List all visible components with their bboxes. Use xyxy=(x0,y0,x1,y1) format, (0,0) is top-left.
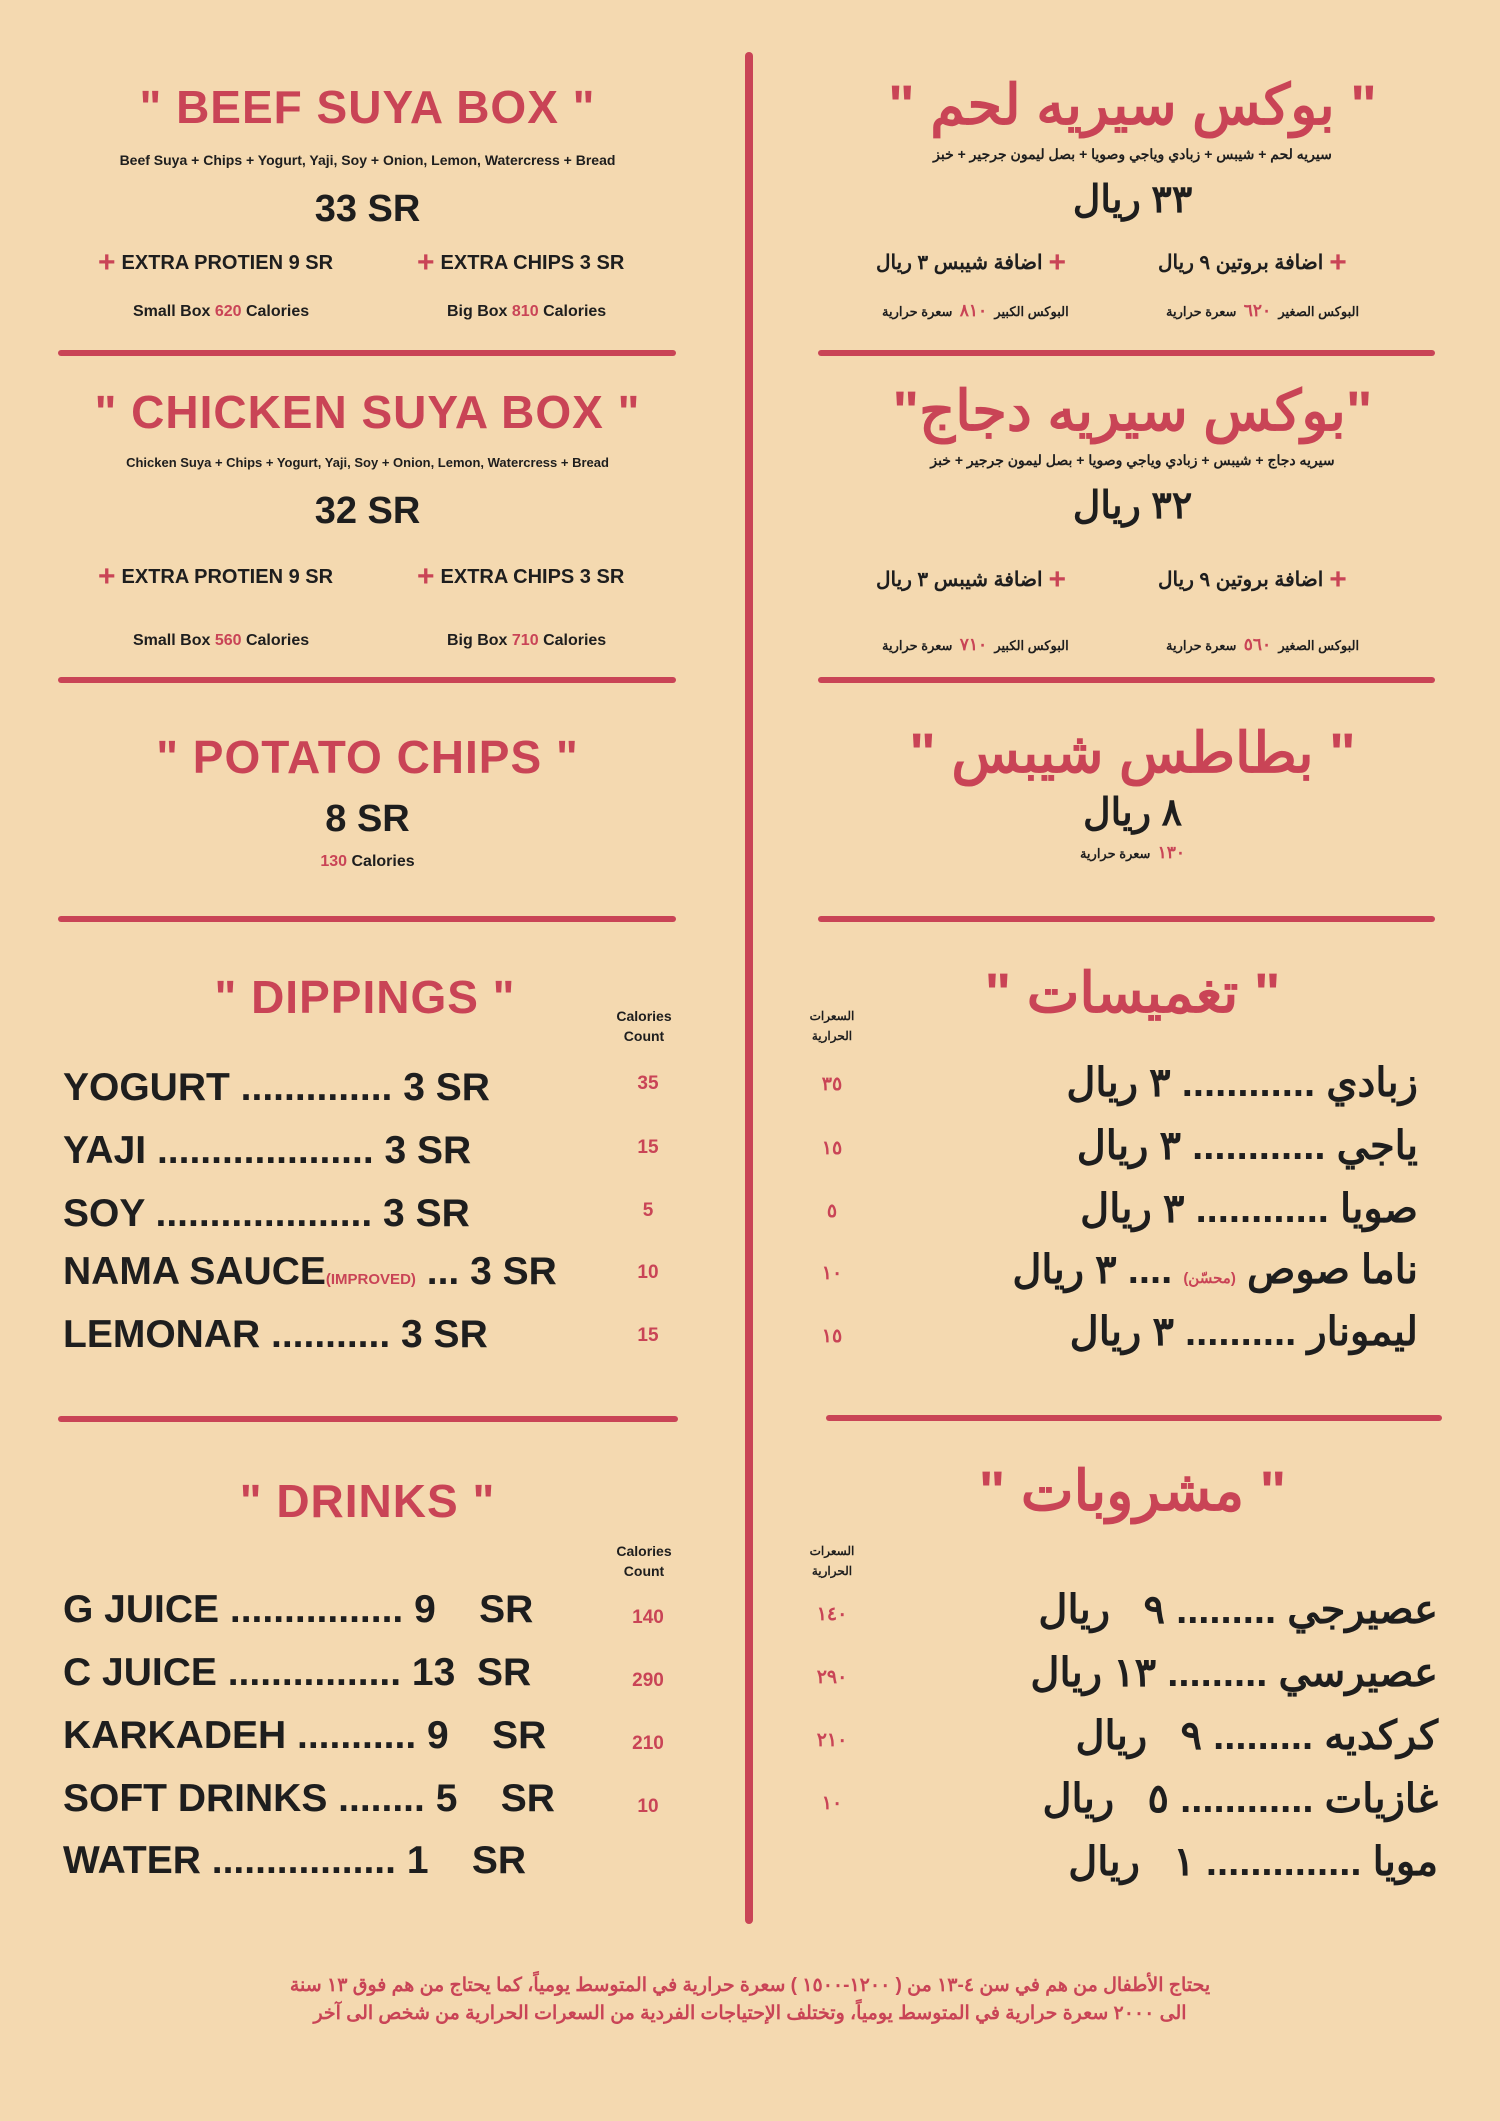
dippings-header xyxy=(60,970,670,1024)
chips-title: " POTATO CHIPS " xyxy=(156,731,579,783)
list-item: ناما صوص (محسّن) .... ٣ ريال xyxy=(1012,1248,1418,1292)
divider xyxy=(818,677,1435,683)
drinks-cal-header-ar: السعرات الحرارية xyxy=(809,1544,855,1578)
plus-icon: + xyxy=(1329,246,1347,279)
list-item: SOFT DRINKS ........ 5 SR xyxy=(63,1777,555,1820)
drinks-header xyxy=(60,1474,675,1528)
chips-price-ar: ٨ ريال xyxy=(1082,792,1183,834)
beef-big-cal: Big Box 810 Calories xyxy=(447,303,607,320)
beef-price: 33 SR xyxy=(314,188,421,230)
chicken-section xyxy=(60,385,675,533)
beef-small-cal: Small Box 620 Calories xyxy=(133,303,310,320)
chicken-extra-protein-ar: +اضافة بروتين ٩ ريال xyxy=(1158,563,1347,596)
plus-icon: + xyxy=(417,246,435,279)
list-item: YOGURT .............. 3 SR xyxy=(63,1066,490,1109)
list-item: ليمونار .......... ٣ ريال xyxy=(1069,1310,1418,1354)
plus-icon: + xyxy=(1048,563,1067,596)
beef-extra-protein: + EXTRA PROTIEN 9 SR xyxy=(98,246,334,279)
footer-note-line2: الى ٢٠٠٠ سعرة حرارية في المتوسط يومياً، وتختلف الإحتياجات الفردية من السعرات الحرارية من شخص الى آخر xyxy=(313,2003,1187,2024)
plus-icon: + xyxy=(1329,563,1347,596)
dippings-title-ar: " تغميسات " xyxy=(984,961,1281,1024)
beef-price-ar: ٣٣ ريال xyxy=(1072,179,1193,221)
drinks-title-ar: " مشروبات " xyxy=(978,1459,1287,1522)
dipping-cal: 15 xyxy=(637,1325,659,1346)
divider xyxy=(58,916,676,922)
list-item: C JUICE ................ 13 SR xyxy=(63,1651,532,1694)
drink-cal-ar: ١٤٠ xyxy=(816,1604,848,1625)
list-item: زبادي ............ ٣ ريال xyxy=(1066,1061,1418,1105)
beef-desc: Beef Suya + Chips + Yogurt, Yaji, Soy + Onion, Lemon, Watercress + Bread xyxy=(119,152,616,168)
chicken-title: " CHICKEN SUYA BOX " xyxy=(94,386,641,438)
dipping-cal-ar: ٥ xyxy=(826,1201,838,1222)
list-item: غازيات ............ ٥ ريال xyxy=(1042,1777,1438,1821)
chicken-section-ar xyxy=(815,378,1450,528)
beef-desc-ar: سيريه لحم + شيبس + زبادي وياجي وصويا + بصل ليمون جرجير + خبز xyxy=(933,146,1332,162)
drink-cal: 210 xyxy=(632,1733,664,1754)
chicken-extra-protein: + EXTRA PROTIEN 9 SR xyxy=(98,560,334,593)
chips-section-ar xyxy=(815,720,1450,863)
chips-cal-ar: ١٣٠ سعرة حرارية xyxy=(1079,843,1186,862)
list-item: YAJI .................... 3 SR xyxy=(63,1129,472,1172)
center-divider xyxy=(745,52,753,1924)
drink-cal: 10 xyxy=(637,1796,659,1817)
beef-small-cal-ar: البوكس الصغير ٦٢٠ سعرة حرارية xyxy=(1166,301,1360,320)
dipping-cal-ar: ١٠ xyxy=(821,1263,843,1284)
beef-title-ar: " بوكس سيريه لحم " xyxy=(888,73,1377,136)
dippings-cal-header-ar: السعرات الحرارية xyxy=(809,1009,855,1043)
drink-cal-ar: ٢٩٠ xyxy=(816,1667,848,1688)
beef-extra-chips: + EXTRA CHIPS 3 SR xyxy=(417,246,625,279)
chicken-desc: Chicken Suya + Chips + Yogurt, Yaji, Soy + Onion, Lemon, Watercress + Bread xyxy=(126,455,609,470)
divider xyxy=(818,916,1435,922)
dipping-cal: 10 xyxy=(637,1262,659,1283)
drinks-cal-header: Calories Count xyxy=(616,1543,672,1579)
divider xyxy=(818,350,1435,356)
beef-extra-protein-ar: +اضافة بروتين ٩ ريال xyxy=(1158,246,1347,279)
dipping-cal: 15 xyxy=(637,1137,659,1158)
list-item: كركديه ......... ٩ ريال xyxy=(1075,1714,1438,1758)
beef-section xyxy=(60,80,675,231)
chicken-extra-chips-ar: +اضافة شيبس ٣ ريال xyxy=(876,563,1067,596)
list-item: عصيرجي ......... ٩ ريال xyxy=(1038,1588,1438,1632)
chicken-big-cal-ar: البوكس الكبير ٧١٠ سعرة حرارية xyxy=(882,635,1069,654)
plus-icon: + xyxy=(98,246,116,279)
drink-cal: 290 xyxy=(632,1670,664,1691)
list-item: عصيرسي ......... ١٣ ريال xyxy=(1030,1651,1438,1695)
beef-section-ar xyxy=(815,72,1450,222)
footer-note-line1: يحتاج الأطفال من هم في سن ٤-١٣ من ( ١٢٠٠-١٥٠٠ ) سعرة حرارية في المتوسط يومياً، كما يحتاج من هم فوق ١٣ سنة xyxy=(289,1975,1211,1996)
list-item: G JUICE ................ 9 SR xyxy=(63,1588,534,1631)
drinks-title: " DRINKS " xyxy=(239,1475,496,1527)
beef-big-cal-ar: البوكس الكبير ٨١٠ سعرة حرارية xyxy=(882,301,1069,320)
chicken-title-ar: "بوكس سيريه دجاج" xyxy=(892,379,1373,442)
drinks-header-ar xyxy=(815,1458,1450,1524)
list-item: SOY .................... 3 SR xyxy=(63,1192,470,1235)
plus-icon: + xyxy=(98,560,116,593)
chips-price: 8 SR xyxy=(325,798,410,840)
dipping-cal: 5 xyxy=(642,1200,654,1221)
list-item: LEMONAR ........... 3 SR xyxy=(63,1313,488,1356)
dippings-header-ar xyxy=(815,960,1450,1026)
beef-extra-chips-ar: +اضافة شيبس ٣ ريال xyxy=(876,246,1067,279)
beef-title: " BEEF SUYA BOX " xyxy=(139,81,596,133)
dippings-title: " DIPPINGS " xyxy=(214,971,516,1023)
drink-cal: 140 xyxy=(632,1607,664,1628)
dipping-cal-ar: ١٥ xyxy=(821,1326,843,1347)
list-item: صويا ............ ٣ ريال xyxy=(1080,1187,1418,1231)
chicken-big-cal: Big Box 710 Calories xyxy=(447,632,607,649)
plus-icon: + xyxy=(417,560,435,593)
chicken-small-cal: Small Box 560 Calories xyxy=(133,632,310,649)
plus-icon: + xyxy=(1048,246,1067,279)
list-item: مويا .............. ١ ريال xyxy=(1068,1840,1438,1884)
chips-title-ar: " بطاطس شيبس " xyxy=(909,721,1356,784)
dipping-cal-ar: ١٥ xyxy=(821,1138,843,1159)
dipping-cal: 35 xyxy=(637,1073,659,1094)
dipping-cal-ar: ٣٥ xyxy=(821,1074,843,1095)
chicken-desc-ar: سيريه دجاج + شيبس + زبادي وياجي وصويا + بصل ليمون جرجير + خبز xyxy=(930,452,1335,468)
list-item: KARKADEH ........... 9 SR xyxy=(63,1714,547,1757)
divider xyxy=(826,1415,1442,1421)
chicken-extra-chips: + EXTRA CHIPS 3 SR xyxy=(417,560,625,593)
list-item: NAMA SAUCE(IMPROVED) ... 3 SR xyxy=(63,1250,557,1293)
chips-section xyxy=(60,730,675,871)
drink-cal-ar: ١٠ xyxy=(821,1793,843,1814)
divider xyxy=(58,677,676,683)
chicken-price-ar: ٣٢ ريال xyxy=(1072,485,1193,527)
divider xyxy=(58,1416,678,1422)
chicken-small-cal-ar: البوكس الصغير ٥٦٠ سعرة حرارية xyxy=(1166,635,1360,654)
list-item: WATER ................. 1 SR xyxy=(63,1839,527,1882)
dippings-cal-header: Calories Count xyxy=(616,1008,672,1044)
chips-cal: 130 Calories xyxy=(320,853,415,870)
divider xyxy=(58,350,676,356)
drink-cal-ar: ٢١٠ xyxy=(816,1730,848,1751)
chicken-price: 32 SR xyxy=(314,490,421,532)
list-item: ياجي ............ ٣ ريال xyxy=(1076,1124,1418,1168)
